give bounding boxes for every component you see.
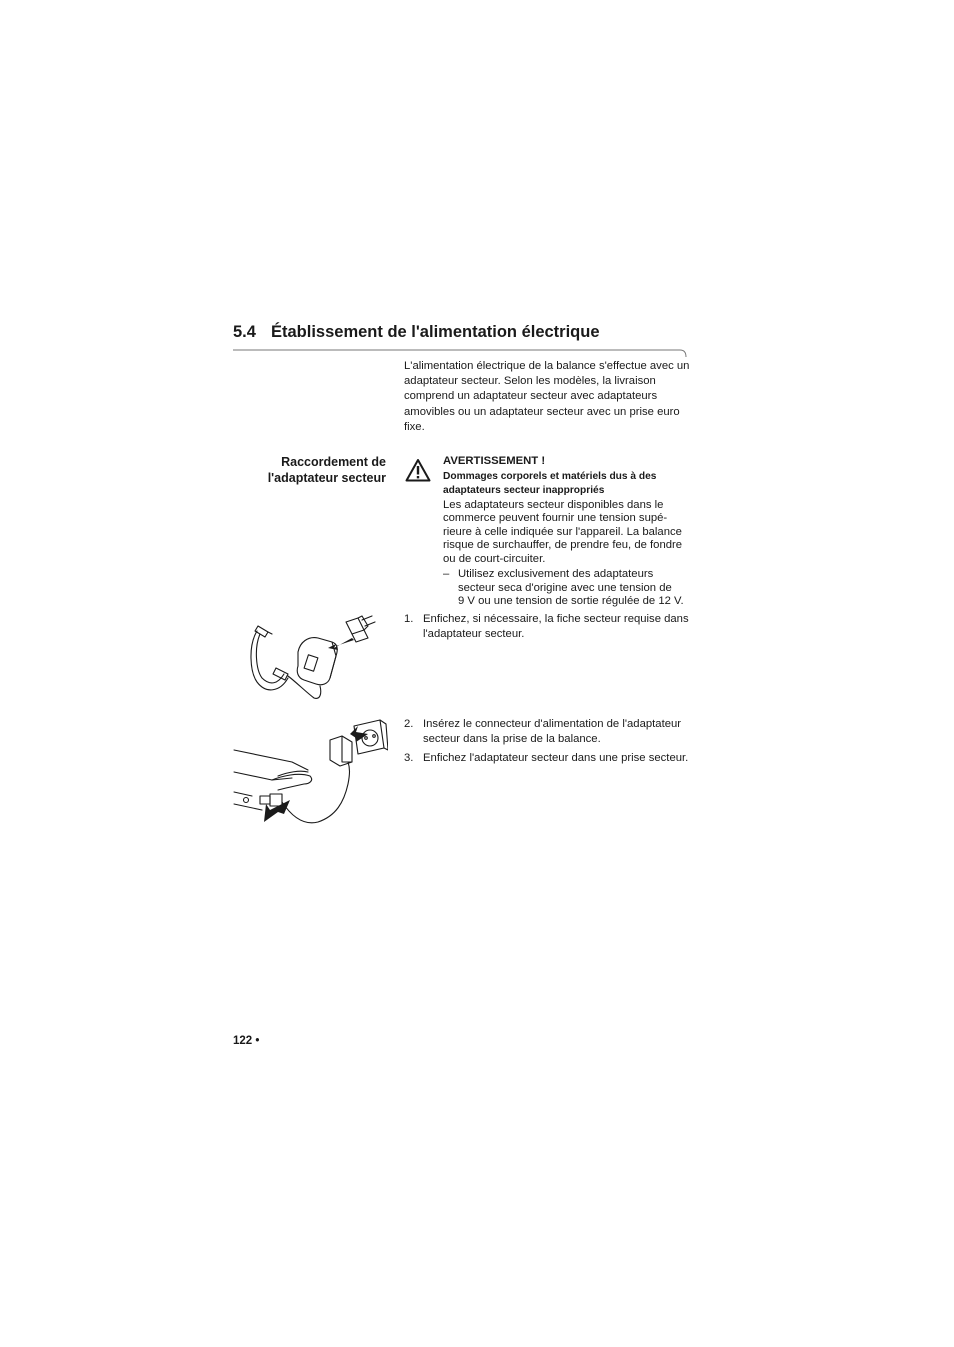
section-rule [233, 349, 687, 358]
side-heading [230, 454, 386, 486]
list-item [404, 612, 694, 642]
side-heading-line2: l'adaptateur secteur [267, 471, 386, 485]
page-number: 122 • [233, 1035, 260, 1047]
warning-subtitle-line2: adaptateurs secteur inappropriés [443, 485, 605, 496]
warning-text [443, 499, 693, 566]
bullet-line: 9 V ou une tension de sortie régulée de 12 V. [458, 595, 684, 608]
warning-title: AVERTISSEMENT ! [443, 455, 546, 467]
warning-text-line: rieure à celle indiquée sur l'appareil. La balance [443, 525, 682, 538]
step-text: Enfichez, si nécessaire, la fiche secteur requise dans l'adaptateur secteur. [423, 613, 689, 641]
warning-text-line: ou de court-circuiter. [443, 552, 546, 565]
bullet-dash: – [443, 568, 450, 581]
warning-block [443, 454, 693, 609]
warning-triangle-icon [405, 458, 431, 482]
adapter-plug-illustration [248, 612, 380, 704]
warning-subtitle [443, 470, 693, 498]
warning-text-line: risque de surchauffer, de prendre feu, de fondre [443, 539, 683, 552]
section-title-text: Établissement de l'alimentation électrique [271, 323, 600, 341]
section-number: 5.4 [233, 323, 256, 341]
list-item [404, 717, 694, 747]
warning-subtitle-line1: Dommages corporels et matériels dus à des [443, 471, 657, 482]
side-heading-line1: Raccordement de [281, 455, 386, 469]
warning-text-line: Les adaptateurs secteur disponibles dans le [443, 499, 664, 511]
bullet-line: secteur seca d'origine avec une tension de [458, 581, 672, 594]
warning-text-line: commerce peuvent fournir une tension supé- [443, 512, 668, 525]
step-text: Insérez le connecteur d'alimentation de l'adaptateur secteur dans la prise de la balance. [423, 718, 682, 746]
steps-list-1 [404, 612, 694, 646]
list-item [404, 751, 694, 766]
step-number: 2. [404, 718, 414, 730]
intro-paragraph: L'alimentation électrique de la balance s'effectue avec un adaptateur secteur. Selon les modèles, la livraison comprend un adaptateur secteur avec adaptateurs amovibles ou un adaptateur secteur avec un prise euro fixe. [404, 360, 690, 433]
warning-bullet [443, 568, 693, 609]
step-text: Enfichez l'adaptateur secteur dans une prise secteur. [423, 752, 689, 765]
step-number: 3. [404, 752, 414, 765]
scale-socket-illustration [232, 718, 388, 830]
section-title [233, 323, 600, 342]
steps-list-2 [404, 717, 694, 771]
step-number: 1. [404, 613, 414, 625]
bullet-line: Utilisez exclusivement des adaptateurs [458, 568, 654, 581]
